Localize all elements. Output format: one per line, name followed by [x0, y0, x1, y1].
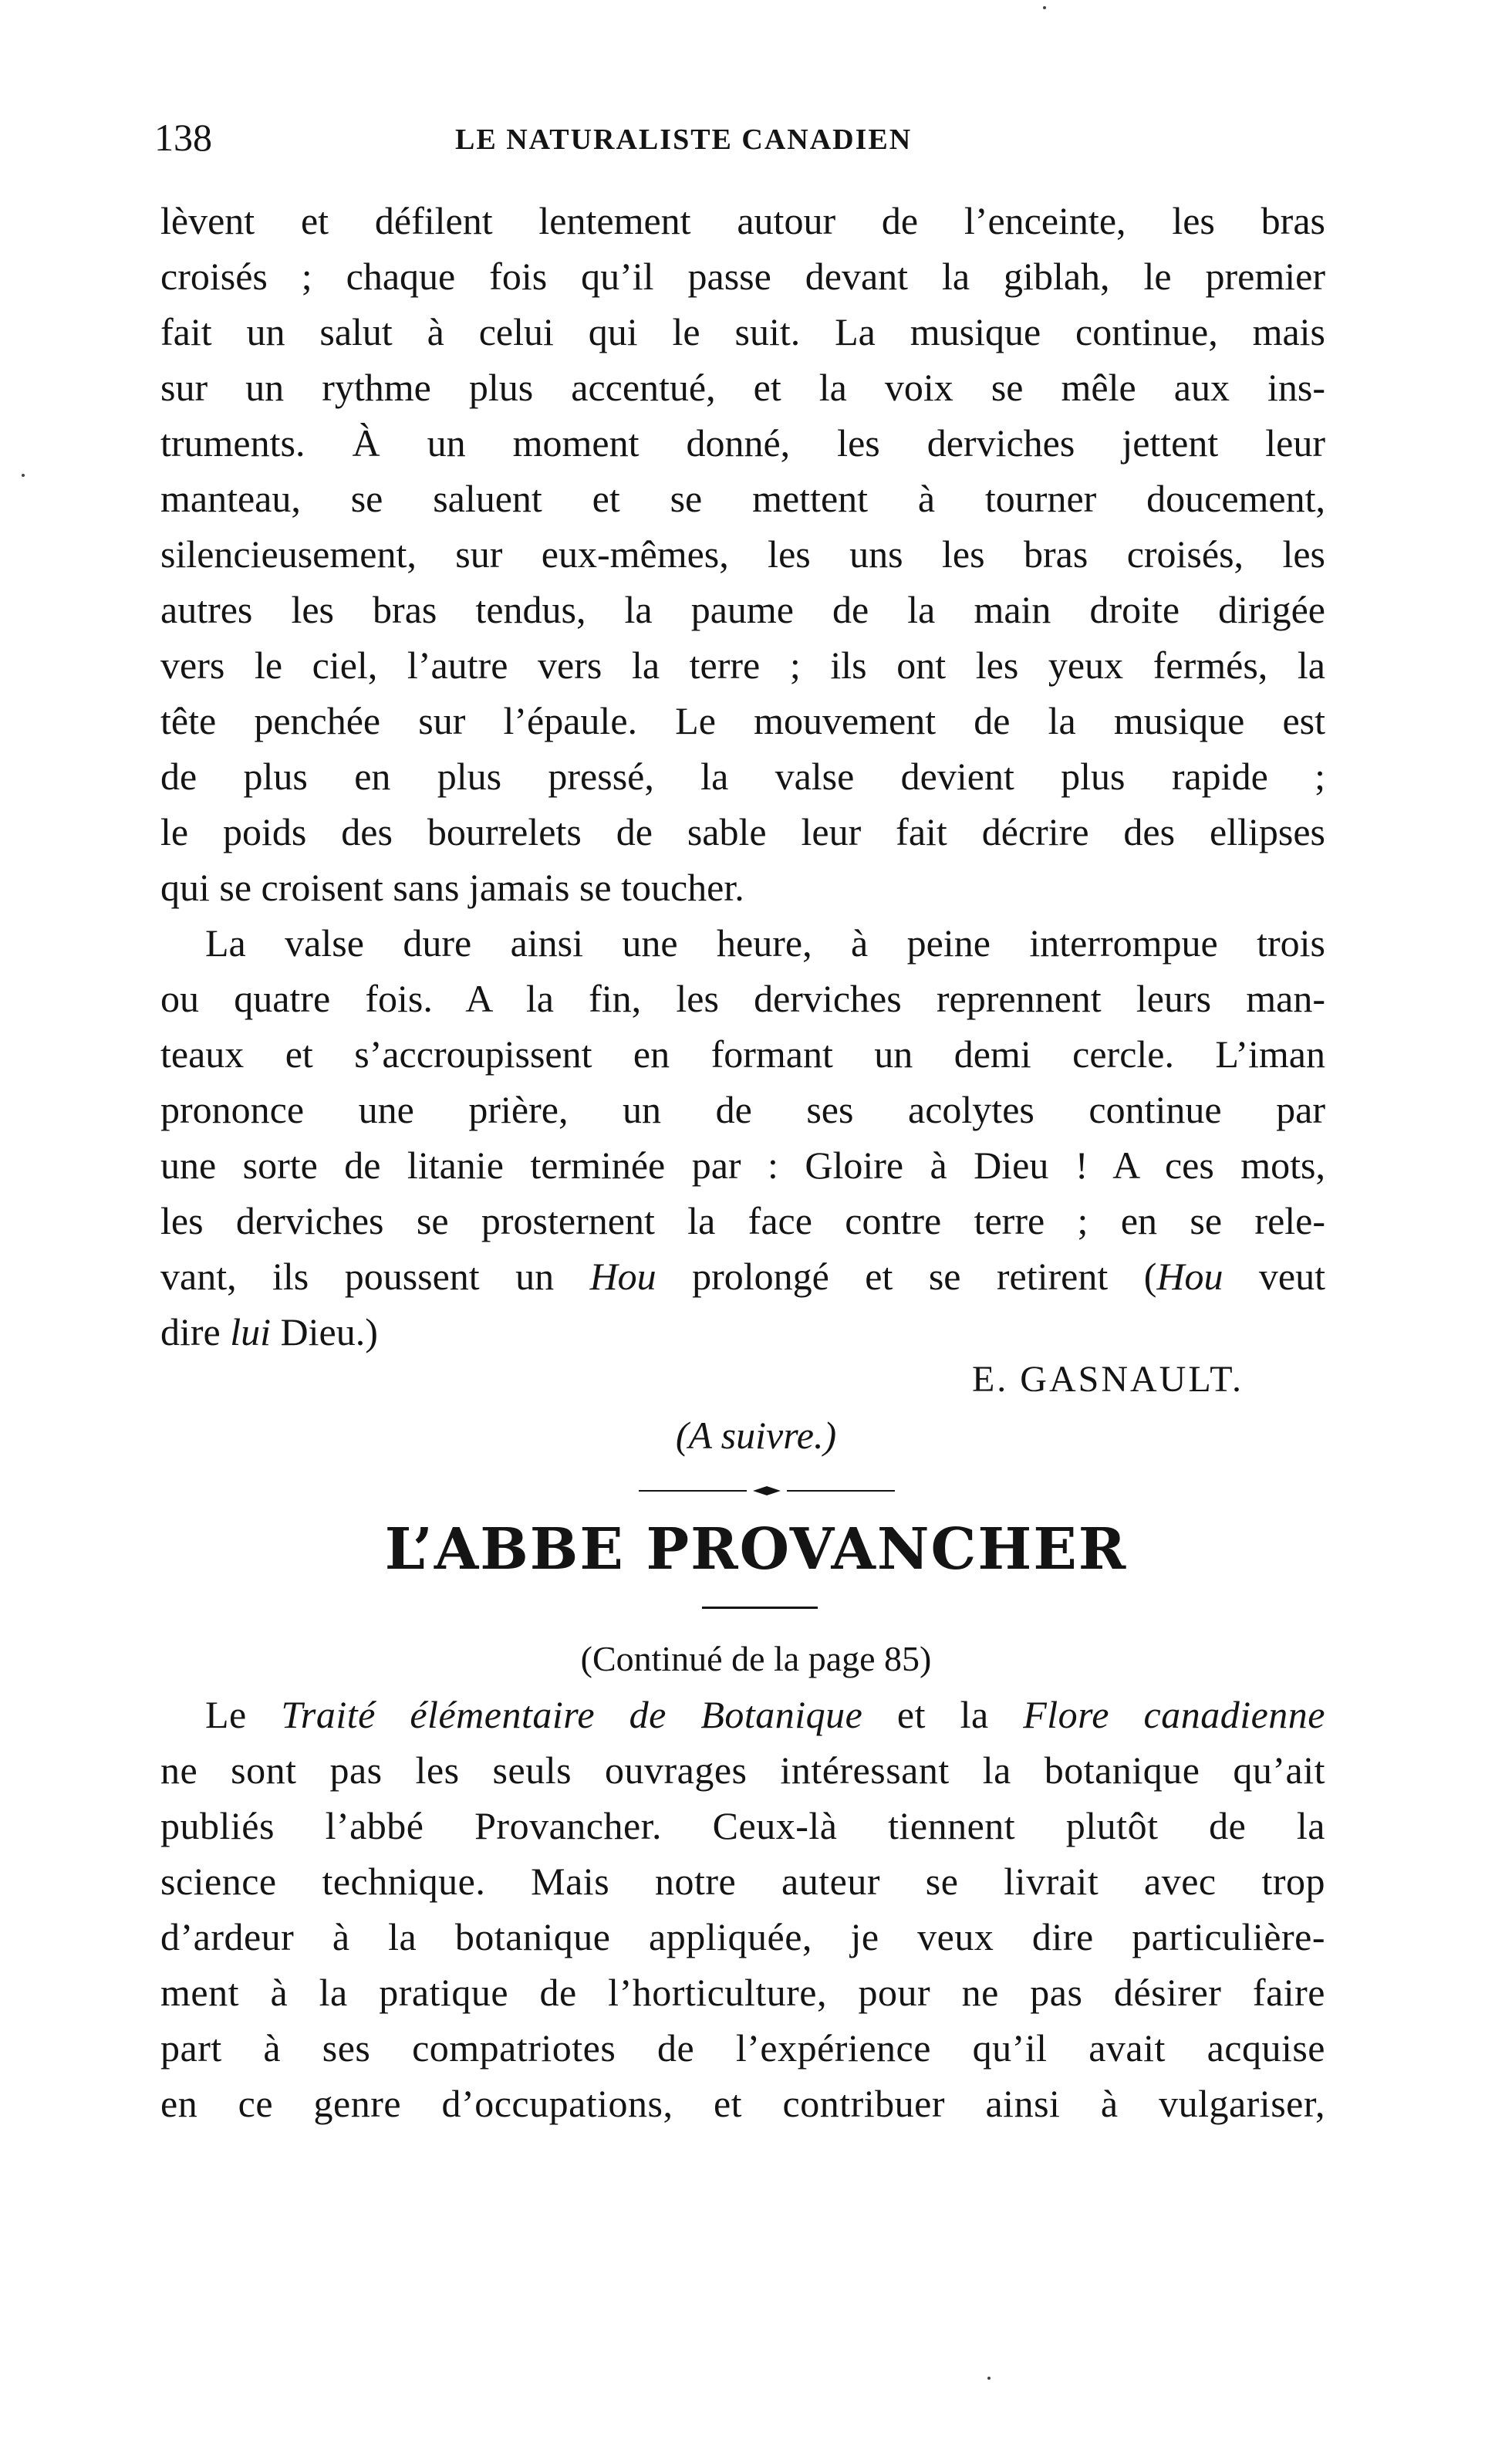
article-line: d’ardeur à la botanique appliquée, je veux dire particulière- — [160, 1915, 1325, 1958]
paragraph-2-line: teaux et s’accroupissent en formant un demi cercle. L’iman — [160, 1032, 1325, 1076]
text-run: Dieu.) — [271, 1310, 378, 1353]
paragraph-1-line: croisés ; chaque fois qu’il passe devant la giblah, le premier — [160, 255, 1325, 298]
text-run: dire — [160, 1310, 231, 1353]
italic-lui: lui — [230, 1310, 272, 1353]
paper-speck — [1043, 6, 1046, 9]
paper-speck — [987, 2377, 991, 2380]
article-line: publiés l’abbé Provancher. Ceux-là tiennent plutôt de la — [160, 1804, 1325, 1847]
paper-speck — [22, 474, 25, 477]
paragraph-1-line: lèvent et défilent lentement autour de l’enceinte, les bras — [160, 199, 1325, 242]
paragraph-2-line-italic — [160, 1249, 1325, 1304]
paragraph-2-last-line — [160, 1304, 1325, 1360]
text-run: et la — [862, 1693, 1024, 1736]
article-line-italic — [160, 1687, 1325, 1742]
ornament-line-right — [787, 1490, 895, 1492]
paragraph-1-line: fait un salut à celui qui le suit. La musique continue, mais — [160, 310, 1325, 353]
paragraph-1-line: qui se croisent sans jamais se toucher. — [160, 866, 744, 909]
article-line: en ce genre d’occupations, et contribuer ainsi à vulgariser, — [160, 2082, 1325, 2125]
text-run: Le — [205, 1693, 282, 1736]
article-line: science technique. Mais notre auteur se livrait avec trop — [160, 1860, 1325, 1903]
italic-book-title: Traité élémentaire de Botanique — [281, 1693, 863, 1736]
article-title: L’ABBE PROVANCHER — [384, 1516, 1128, 1583]
article-line: ment à la pratique de l’horticulture, pour ne pas désirer faire — [160, 1971, 1325, 2014]
ornament-line-left — [639, 1490, 747, 1492]
author-signature: E. GASNAULT. — [971, 1359, 1244, 1400]
paragraph-2-line: prononce une prière, un de ses acolytes continue par — [160, 1088, 1325, 1131]
text-run: veut — [1223, 1255, 1325, 1298]
article-body — [160, 1687, 1325, 2131]
section-ornament — [639, 1486, 895, 1495]
title-rule — [702, 1607, 818, 1609]
text-run: prolongé et se retirent ( — [656, 1255, 1157, 1298]
paragraph-1-line: vers le ciel, l’autre vers la terre ; ils ont les yeux fermés, la — [160, 644, 1325, 687]
page-header — [154, 114, 1327, 168]
paragraph-2-line: les derviches se prosternent la face contre terre ; en se rele- — [160, 1199, 1325, 1242]
running-head: LE NATURALISTE CANADIEN — [455, 123, 913, 156]
text-run: vant, ils poussent un — [160, 1255, 590, 1298]
italic-hou: Hou — [1156, 1255, 1223, 1298]
paragraph-2-line: ou quatre fois. A la fin, les derviches reprennent leurs man- — [160, 977, 1325, 1020]
continuation-text — [160, 193, 1325, 1360]
paragraph-1-line: tête penchée sur l’épaule. Le mouvement de la musique est — [160, 699, 1325, 742]
paragraph-1-line: de plus en plus pressé, la valse devient plus rapide ; — [160, 755, 1325, 798]
italic-hou: Hou — [589, 1255, 656, 1298]
paragraph-1-line: sur un rythme plus accentué, et la voix se mêle aux ins- — [160, 366, 1325, 409]
to-be-continued: (A suivre.) — [675, 1414, 837, 1457]
page-number: 138 — [154, 116, 212, 159]
paragraph-2-line: une sorte de litanie terminée par : Gloire à Dieu ! A ces mots, — [160, 1144, 1325, 1187]
paragraph-1-line: le poids des bourrelets de sable leur fait décrire des ellipses — [160, 810, 1325, 853]
italic-book-title: Flore canadienne — [1023, 1693, 1325, 1736]
paragraph-1-line: silencieusement, sur eux-mêmes, les uns les bras croisés, les — [160, 532, 1325, 576]
article-line: ne sont pas les seuls ouvrages intéressant la botanique qu’ait — [160, 1749, 1325, 1792]
diamond-icon — [753, 1486, 781, 1495]
paragraph-2-line: La valse dure ainsi une heure, à peine interrompue trois — [205, 921, 1325, 965]
paragraph-1-line: truments. À un moment donné, les derviches jettent leur — [160, 421, 1325, 465]
continued-from: (Continué de la page 85) — [580, 1639, 932, 1678]
paragraph-1-line: autres les bras tendus, la paume de la main droite dirigée — [160, 588, 1325, 631]
article-line: part à ses compatriotes de l’expérience qu’il avait acquise — [160, 2026, 1325, 2070]
paragraph-1-line: manteau, se saluent et se mettent à tourner doucement, — [160, 477, 1325, 520]
